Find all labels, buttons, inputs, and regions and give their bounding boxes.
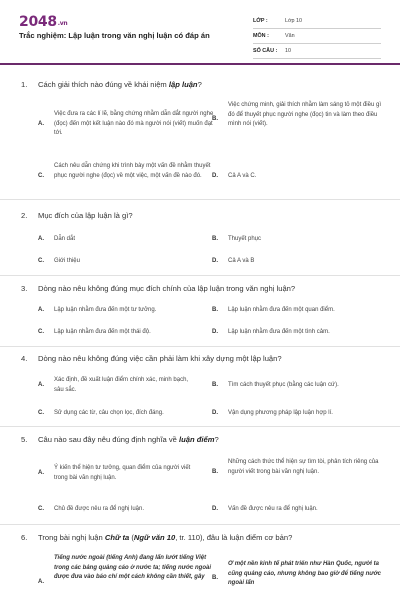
option-text: Lập luận nhằm đưa đến một thái độ. bbox=[54, 329, 151, 335]
option-letter: B. bbox=[212, 469, 218, 475]
option-letter: A. bbox=[38, 470, 44, 476]
meta-value: Văn bbox=[285, 33, 295, 39]
question-text: Dòng nào nêu không đúng mục đích chính của lập luận trong văn nghị luận? bbox=[38, 284, 296, 293]
question-text: Câu nào sau đây nêu đúng định nghĩa về bbox=[38, 435, 180, 444]
option-text: Xác định, đề xuất luận điểm chính xác, minh bạch, sâu sắc. bbox=[54, 377, 189, 393]
option-letter: B. bbox=[212, 307, 218, 313]
question-number: 5. bbox=[21, 435, 28, 444]
page-title: Trắc nghiệm: Lập luận trong văn nghị luận có đáp án bbox=[19, 31, 210, 40]
option-text: Sử dụng các từ, câu chọn lọc, đích đáng. bbox=[54, 410, 164, 416]
option-letter: C. bbox=[38, 173, 44, 179]
question-emphasis: Chữ ta bbox=[104, 533, 130, 542]
question-separator bbox=[0, 275, 400, 276]
meta-label: SỐ CÂU : bbox=[253, 48, 278, 54]
question-text: Trong bài nghị luận bbox=[38, 533, 105, 542]
option-letter: A. bbox=[38, 121, 44, 127]
question-number: 2. bbox=[21, 211, 28, 220]
option-letter: A. bbox=[38, 307, 44, 313]
option-text: Ý kiến thể hiện tư tưởng, quan điểm của người viết trong bài văn nghị luận. bbox=[54, 465, 191, 481]
question-number: 1. bbox=[21, 80, 28, 89]
option-text: Cả A và C. bbox=[228, 173, 257, 179]
question-separator bbox=[0, 426, 400, 427]
option-letter: C. bbox=[38, 329, 44, 335]
option-text: Việc chứng minh, giải thích nhằm làm sáng tỏ một điều gì đó để thuyết phục người nghe (đọc) tin và làm theo điều mình nói (viết). bbox=[228, 102, 381, 128]
option-text: Thuyết phục bbox=[228, 236, 262, 242]
question-separator bbox=[0, 346, 400, 347]
question-1-option-b[interactable] bbox=[212, 101, 388, 145]
question-1-option-d[interactable] bbox=[212, 172, 388, 184]
question-1-option-c[interactable] bbox=[38, 162, 214, 194]
option-letter: D. bbox=[212, 258, 218, 264]
question-separator bbox=[0, 524, 400, 525]
question-number: 4. bbox=[21, 354, 28, 363]
question-5-text bbox=[21, 435, 219, 444]
option-letter: A. bbox=[38, 579, 44, 585]
question-text: ? bbox=[197, 80, 202, 89]
option-letter: A. bbox=[38, 236, 44, 242]
option-text: Cách nêu dẫn chứng khi trình bày một vấn đề nhằm thuyết phục người nghe (đọc) về một việc, một vấn đề nào đó. bbox=[54, 163, 211, 179]
option-text: Vấn đề được nêu ra để nghị luận. bbox=[228, 506, 318, 512]
option-letter: B. bbox=[212, 575, 218, 581]
question-number: 6. bbox=[21, 533, 28, 542]
question-number: 3. bbox=[21, 284, 28, 293]
question-6-option-a[interactable] bbox=[38, 554, 214, 598]
exam-meta-table bbox=[253, 14, 381, 59]
option-text: Lập luận nhằm đưa đến một tình cảm. bbox=[228, 329, 330, 335]
option-text: Việc đưa ra các lí lẽ, bằng chứng nhằm dẫn dắt người nghe (đọc) đến một kết luận nào đó mà người nói (viết) muốn đạt tới. bbox=[54, 111, 214, 137]
site-logo[interactable] bbox=[19, 14, 67, 30]
meta-row-class bbox=[253, 14, 381, 29]
option-text: Lập luận nhằm đưa đến một tư tưởng. bbox=[54, 307, 157, 313]
option-text: Lập luận nhằm đưa đến một quan điểm. bbox=[228, 307, 335, 313]
question-6-text bbox=[21, 533, 292, 542]
question-emphasis: lập luận bbox=[168, 80, 198, 89]
meta-value: 10 bbox=[285, 48, 291, 54]
question-text: Dòng nào nêu không đúng việc cần phải làm khi xây dựng một lập luận? bbox=[38, 354, 282, 363]
option-letter: B. bbox=[212, 116, 218, 122]
question-5-option-b[interactable] bbox=[212, 458, 388, 490]
question-4-text bbox=[21, 354, 282, 363]
option-letter: B. bbox=[212, 382, 218, 388]
option-letter: D. bbox=[212, 329, 218, 335]
option-letter: D. bbox=[212, 173, 218, 179]
logo-text: 2048 bbox=[19, 14, 57, 30]
question-4-option-a[interactable] bbox=[38, 376, 208, 398]
question-text: Cách giải thích nào đúng về khái niệm bbox=[38, 80, 169, 89]
option-letter: D. bbox=[212, 410, 218, 416]
question-emphasis: luận điểm bbox=[179, 435, 215, 444]
option-letter: B. bbox=[212, 236, 218, 242]
question-text: , tr. 110), đâu là luận điểm cơ bản? bbox=[175, 533, 293, 542]
question-emphasis: Ngữ văn 10 bbox=[133, 533, 176, 542]
question-text: ? bbox=[214, 435, 219, 444]
meta-value: Lớp 10 bbox=[285, 18, 303, 24]
page-header bbox=[0, 0, 400, 64]
option-letter: C. bbox=[38, 258, 44, 264]
option-letter: C. bbox=[38, 506, 44, 512]
meta-row-subject bbox=[253, 29, 381, 44]
option-text: Tiếng nước ngoài (tiếng Anh) đang lấn lướt tiếng Việt trong các bảng quảng cáo ở nước ta; tiếng nước ngoài được đưa vào báo chí một cách không cần thiết, gây bbox=[54, 555, 211, 581]
option-text: Dẫn dắt bbox=[54, 236, 76, 242]
option-letter: C. bbox=[38, 410, 44, 416]
option-text: Giới thiệu bbox=[54, 258, 80, 264]
question-separator bbox=[0, 199, 400, 200]
meta-label: LỚP : bbox=[253, 18, 268, 24]
option-text: Ở một nền kinh tế phát triển như Hàn Quốc, người ta cũng quảng cáo, nhưng không bao giờ để tiếng nước ngoài lấn bbox=[228, 561, 381, 587]
question-2-text bbox=[21, 211, 133, 220]
question-5-option-a[interactable] bbox=[38, 464, 208, 486]
question-3-text bbox=[21, 284, 295, 293]
option-letter: D. bbox=[212, 506, 218, 512]
option-text: Cả A và B bbox=[228, 258, 255, 264]
option-letter: A. bbox=[38, 382, 44, 388]
option-text: Tìm cách thuyết phục (bằng các luận cứ). bbox=[228, 382, 339, 388]
option-text: Chủ đề được nêu ra để nghị luận. bbox=[54, 506, 145, 512]
logo-suffix: .vn bbox=[57, 20, 68, 27]
question-text: ( bbox=[129, 533, 134, 542]
question-text: Mục đích của lập luận là gì? bbox=[38, 211, 133, 220]
question-6-option-b[interactable] bbox=[212, 560, 388, 598]
option-text: Những cách thức thể hiện sự tìm tòi, phân tích riêng của người viết trong bài văn nghị luận. bbox=[228, 459, 379, 475]
meta-label: MÔN : bbox=[253, 33, 269, 39]
header-divider bbox=[0, 63, 400, 65]
meta-row-count bbox=[253, 44, 381, 59]
question-1-text bbox=[21, 80, 202, 89]
question-1-option-a[interactable] bbox=[38, 110, 214, 142]
option-text: Vận dụng phương pháp lập luận hợp lí. bbox=[228, 410, 333, 416]
